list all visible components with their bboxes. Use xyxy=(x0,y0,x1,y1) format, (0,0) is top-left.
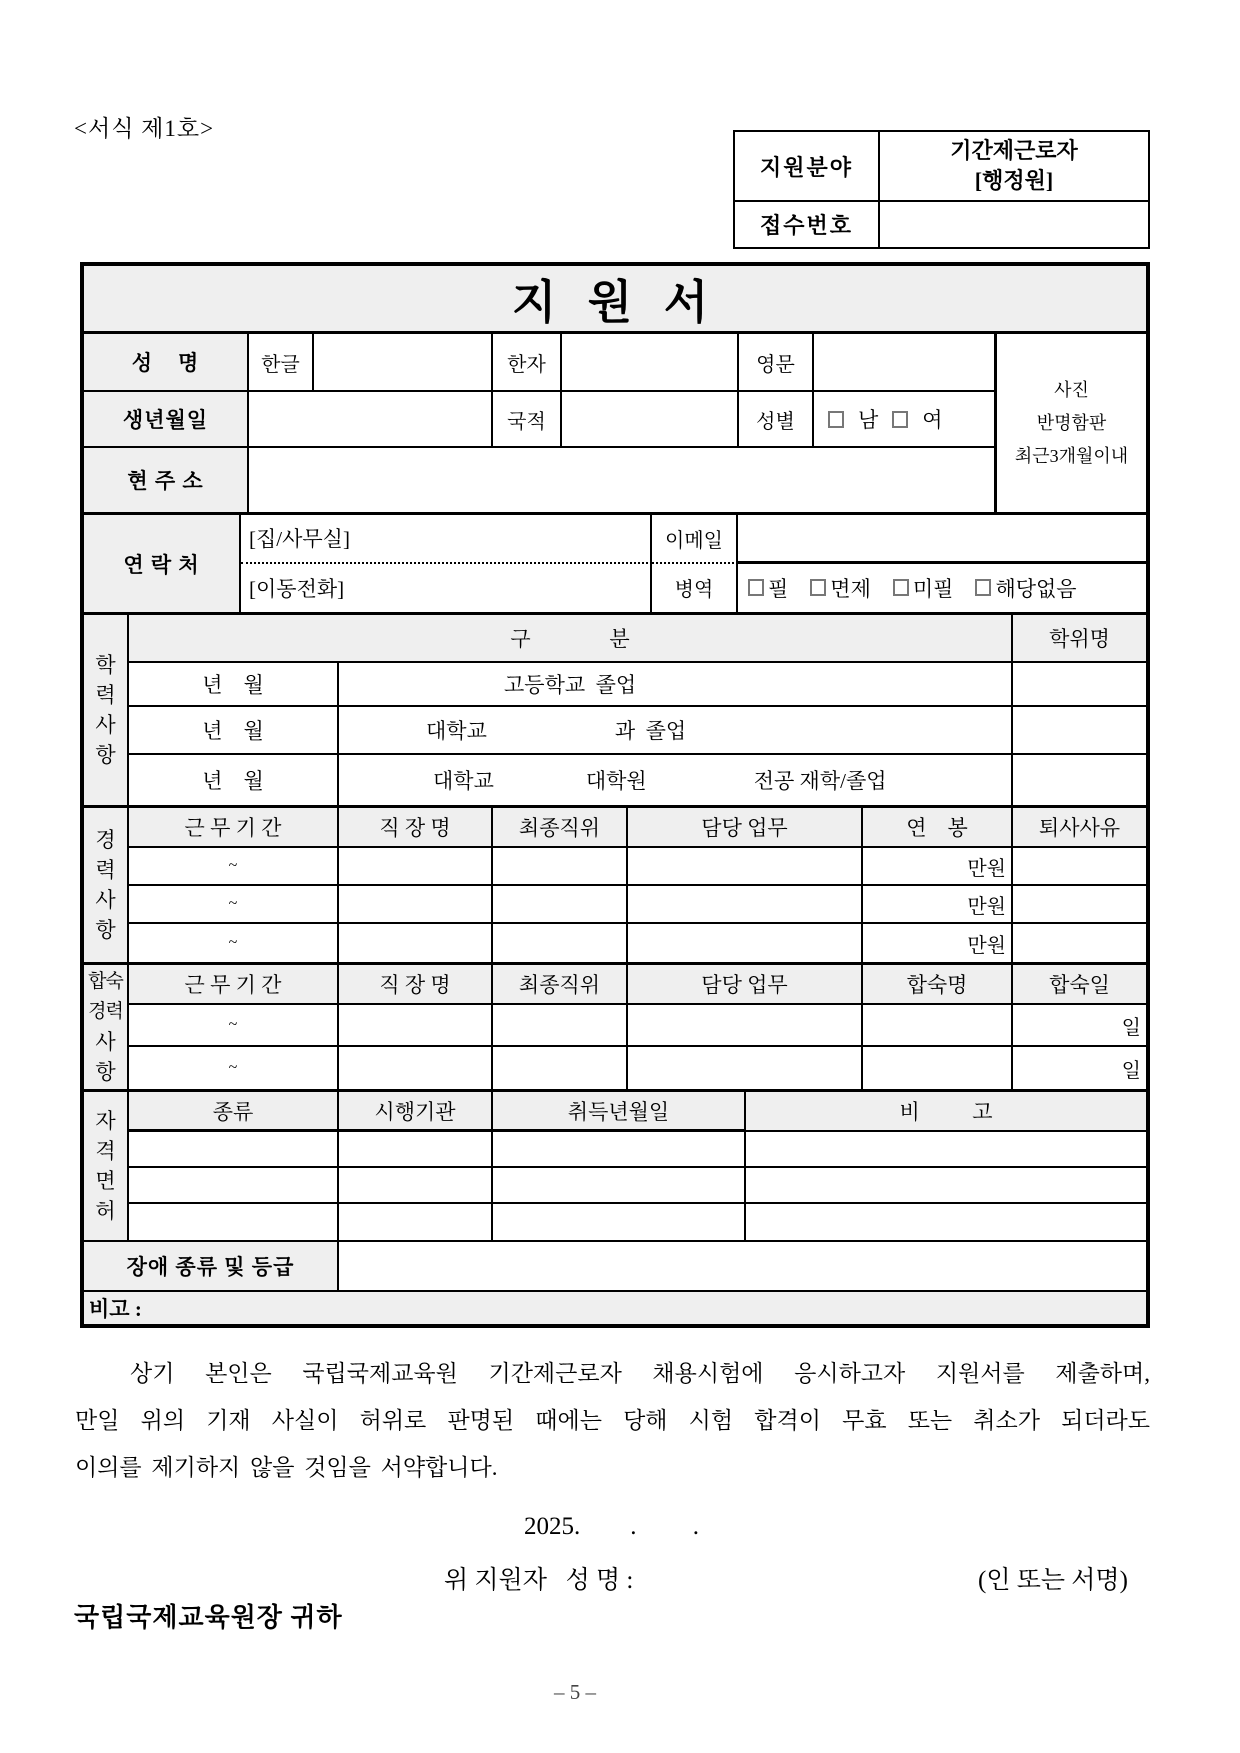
education-header-row xyxy=(129,615,1146,663)
camp-days-field: 일 xyxy=(1121,1016,1141,1039)
license-row xyxy=(129,1204,1146,1240)
education-date-field: 년 월 xyxy=(129,707,339,753)
camp-position-field xyxy=(493,1005,628,1045)
photo-line1: 사진 xyxy=(1054,379,1089,400)
career-row xyxy=(129,848,1146,886)
date-line: 2025. . . xyxy=(524,1513,699,1540)
mobile-phone-label: [이동전화] xyxy=(241,564,652,613)
career-company-field xyxy=(339,924,493,962)
contact-block xyxy=(84,512,1146,612)
receipt-number-label: 접수번호 xyxy=(735,202,880,247)
checkbox-military-na-icon xyxy=(975,579,991,596)
camp-header-company: 직 장 명 xyxy=(339,965,493,1003)
career-duty-field xyxy=(628,848,863,884)
main-application-table xyxy=(80,262,1150,1328)
career-reason-field xyxy=(1013,848,1146,884)
name-label: 성 명 xyxy=(84,334,249,390)
email-field xyxy=(738,515,1146,564)
birth-row xyxy=(84,392,994,448)
major-graduation-text: 과 졸업 xyxy=(614,719,687,743)
gender-option-female xyxy=(892,404,942,434)
education-label-char: 력 xyxy=(95,683,116,707)
gender-label: 성별 xyxy=(739,392,814,446)
career-section xyxy=(84,805,1146,962)
photo-box xyxy=(997,334,1146,512)
career-period-field: ~ xyxy=(129,848,339,884)
degree-field xyxy=(1013,755,1146,805)
camp-name-field xyxy=(863,1047,1013,1089)
contact-subrow-home xyxy=(241,515,1146,564)
military-option-na xyxy=(975,573,1076,603)
photo-line2: 반명함판 xyxy=(1036,412,1107,433)
career-company-field xyxy=(339,848,493,884)
personal-info-block xyxy=(84,334,1146,512)
career-header-salary: 연 봉 xyxy=(863,808,1013,846)
license-header-agency: 시행기관 xyxy=(339,1092,493,1132)
nationality-label: 국적 xyxy=(493,392,562,446)
contact-label: 연 락 처 xyxy=(84,515,241,612)
receipt-number-field xyxy=(880,202,1148,247)
major-status-text: 전공 재학/졸업 xyxy=(753,769,887,793)
education-label-char: 항 xyxy=(95,743,116,767)
camp-header-row xyxy=(129,965,1146,1005)
license-table xyxy=(129,1092,1146,1240)
camp-header-name: 합숙명 xyxy=(863,965,1013,1003)
license-type-field xyxy=(129,1132,339,1166)
university-text: 대학교 xyxy=(426,719,487,743)
camp-days-field: 일 xyxy=(1121,1059,1141,1082)
career-row xyxy=(129,924,1146,962)
form-title: 지 원 서 xyxy=(511,276,719,328)
career-salary-field: 만원 xyxy=(863,924,1013,962)
education-section-label xyxy=(84,615,129,805)
military-option-done xyxy=(748,573,788,603)
camp-period-field: ~ xyxy=(129,1005,339,1045)
license-header-row xyxy=(129,1092,1146,1132)
career-header-position: 최종직위 xyxy=(493,808,628,846)
career-duty-field xyxy=(628,886,863,922)
career-label-char: 경 xyxy=(95,828,116,852)
license-section-label xyxy=(84,1092,129,1240)
career-label-char: 항 xyxy=(95,918,116,942)
recipient-line: 국립국제교육원장 귀하 xyxy=(74,1603,343,1632)
license-agency-field xyxy=(339,1168,493,1202)
education-label-char: 사 xyxy=(95,713,116,737)
career-period-field: ~ xyxy=(129,924,339,962)
pledge-line-1: 상기 본인은 국립국제교육원 기간제근로자 채용시험에 응시하고자 지원서를 제출하며, xyxy=(130,1361,1150,1386)
camp-duty-field xyxy=(628,1005,863,1045)
education-row-university xyxy=(129,707,1146,755)
checkbox-military-notyet-icon xyxy=(893,579,909,596)
camp-label-line: 경력 xyxy=(88,1001,123,1022)
checkbox-male-icon xyxy=(828,411,844,428)
career-label-char: 력 xyxy=(95,858,116,882)
career-position-field xyxy=(493,848,628,884)
career-position-field xyxy=(493,924,628,962)
education-category-header: 구 분 xyxy=(129,615,1013,661)
application-field-value xyxy=(880,132,1148,200)
camp-row xyxy=(129,1047,1146,1089)
education-section xyxy=(84,612,1146,805)
military-done-label: 필 xyxy=(768,576,789,601)
license-type-field xyxy=(129,1168,339,1202)
license-label-char: 면 xyxy=(95,1169,116,1193)
camp-position-field xyxy=(493,1047,628,1089)
license-header-type: 종류 xyxy=(129,1092,339,1132)
camp-company-field xyxy=(339,1047,493,1089)
application-field-value-line1: 기간제근로자 xyxy=(950,138,1078,163)
career-header-duty: 담당 업무 xyxy=(628,808,863,846)
career-header-reason: 퇴사사유 xyxy=(1038,816,1121,840)
military-exempt-label: 면제 xyxy=(830,576,871,601)
pledge-line-3: 이의를 제기하지 않을 것임을 서약합니다. xyxy=(75,1455,498,1480)
name-hanja-field xyxy=(562,334,739,390)
application-field-label: 지원분야 xyxy=(735,132,880,200)
degree-header: 학위명 xyxy=(1049,627,1110,651)
university-text: 대학교 xyxy=(433,769,494,793)
camp-header-duty: 담당 업무 xyxy=(628,965,863,1003)
career-header-company: 직 장 명 xyxy=(339,808,493,846)
address-field xyxy=(249,448,994,512)
name-hangul-label: 한글 xyxy=(249,334,314,390)
camp-row xyxy=(129,1005,1146,1047)
career-row xyxy=(129,886,1146,924)
pledge-paragraph xyxy=(75,1350,1150,1491)
note-row xyxy=(84,1290,1146,1324)
contact-subrow-mobile xyxy=(241,564,1146,613)
license-header-note: 비 고 xyxy=(746,1092,1146,1132)
name-hanja-label: 한자 xyxy=(493,334,562,390)
education-desc-highschool xyxy=(339,663,1013,705)
contact-right xyxy=(241,515,1146,612)
camp-header-days: 합숙일 xyxy=(1049,973,1110,997)
military-notyet-label: 미필 xyxy=(912,576,954,601)
signature-label: 위 지원자 성 명 : xyxy=(444,1567,634,1594)
camp-company-field xyxy=(339,1005,493,1045)
disability-label: 장애 종류 및 등급 xyxy=(84,1242,339,1290)
career-header-period: 근 무 기 간 xyxy=(129,808,339,846)
license-date-field xyxy=(493,1132,746,1166)
camp-period-field: ~ xyxy=(129,1047,339,1089)
nationality-field xyxy=(562,392,739,446)
military-option-exempt xyxy=(810,573,871,603)
career-period-field: ~ xyxy=(129,886,339,922)
license-section xyxy=(84,1089,1146,1240)
application-field-table xyxy=(733,130,1150,249)
gender-male-label: 남 xyxy=(858,408,879,432)
career-label-char: 사 xyxy=(95,888,116,912)
camp-career-section xyxy=(84,962,1146,1089)
degree-field xyxy=(1013,663,1146,705)
application-field-value-line2: [행정원] xyxy=(974,168,1054,193)
license-label-char: 자 xyxy=(95,1109,116,1133)
name-english-field xyxy=(814,334,994,390)
form-code: <서식 제1호> xyxy=(74,116,215,141)
name-english-label: 영문 xyxy=(739,334,814,390)
camp-duty-field xyxy=(628,1047,863,1089)
camp-header-position: 최종직위 xyxy=(493,965,628,1003)
career-header-row xyxy=(129,808,1146,848)
checkbox-military-exempt-icon xyxy=(810,579,826,596)
receipt-number-row xyxy=(735,202,1148,247)
name-row xyxy=(84,334,994,392)
license-label-char: 격 xyxy=(95,1139,116,1163)
disability-row xyxy=(84,1240,1146,1290)
email-label: 이메일 xyxy=(652,515,738,564)
camp-name-field xyxy=(863,1005,1013,1045)
photo-line3: 최근3개월이내 xyxy=(1014,445,1129,466)
application-field-row xyxy=(735,132,1148,202)
home-phone-label: [집/사무실] xyxy=(241,515,652,564)
education-desc-graduate xyxy=(339,755,1013,805)
page-number: – 5 – xyxy=(554,1680,596,1704)
career-salary-field: 만원 xyxy=(863,848,1013,884)
education-row-graduate xyxy=(129,755,1146,805)
gender-female-label: 여 xyxy=(922,408,943,432)
career-reason-field xyxy=(1013,886,1146,922)
license-type-field xyxy=(129,1204,339,1240)
camp-header-period: 근 무 기 간 xyxy=(129,965,339,1003)
license-date-field xyxy=(493,1168,746,1202)
disability-field xyxy=(339,1242,1146,1290)
note-label: 비고 : xyxy=(89,1297,142,1321)
military-option-notyet xyxy=(893,573,954,603)
license-note-field xyxy=(746,1168,1146,1202)
camp-label-line: 합숙 xyxy=(88,971,123,992)
military-label: 병역 xyxy=(652,564,738,613)
camp-career-table xyxy=(129,965,1146,1089)
career-salary-field: 만원 xyxy=(863,886,1013,922)
career-reason-field xyxy=(1013,924,1146,962)
education-label-char: 학 xyxy=(95,653,116,677)
license-date-field xyxy=(493,1204,746,1240)
birthdate-field xyxy=(249,392,493,446)
license-agency-field xyxy=(339,1132,493,1166)
highschool-desc-text: 고등학교 졸업 xyxy=(504,673,637,697)
military-na-label: 해당없음 xyxy=(995,576,1077,601)
license-header-date: 취득년월일 xyxy=(493,1092,746,1132)
signature-suffix: (인 또는 서명) xyxy=(978,1567,1128,1594)
camp-career-section-label xyxy=(84,965,129,1089)
degree-field xyxy=(1013,707,1146,753)
education-desc-university xyxy=(339,707,1013,753)
career-section-label xyxy=(84,808,129,962)
checkbox-military-done-icon xyxy=(748,579,764,596)
gender-options xyxy=(814,392,994,446)
checkbox-female-icon xyxy=(892,411,908,428)
name-hangul-field xyxy=(314,334,493,390)
graduate-school-text: 대학원 xyxy=(585,769,647,793)
career-company-field xyxy=(339,886,493,922)
license-agency-field xyxy=(339,1204,493,1240)
pledge-line-2: 만일 위의 기재 사실이 허위로 판명된 때에는 당해 시험 합격이 무효 또는 취소가 되더라도 xyxy=(75,1408,1150,1433)
military-options xyxy=(738,564,1146,613)
education-date-field: 년 월 xyxy=(129,663,339,705)
license-row xyxy=(129,1168,1146,1204)
address-row xyxy=(84,448,994,512)
gender-option-male xyxy=(828,404,878,434)
license-label-char: 허 xyxy=(95,1199,116,1223)
education-table xyxy=(129,615,1146,805)
address-label: 현 주 소 xyxy=(84,448,249,512)
camp-label-line: 항 xyxy=(95,1060,116,1084)
career-position-field xyxy=(493,886,628,922)
education-row-highschool xyxy=(129,663,1146,707)
license-note-field xyxy=(746,1204,1146,1240)
license-row xyxy=(129,1132,1146,1168)
camp-label-line: 사 xyxy=(95,1030,116,1054)
career-table xyxy=(129,808,1146,962)
license-note-field xyxy=(746,1132,1146,1166)
career-duty-field xyxy=(628,924,863,962)
personal-info-left xyxy=(84,334,997,512)
birthdate-label: 생년월일 xyxy=(84,392,249,446)
title-row xyxy=(84,266,1146,334)
education-date-field: 년 월 xyxy=(129,755,339,805)
